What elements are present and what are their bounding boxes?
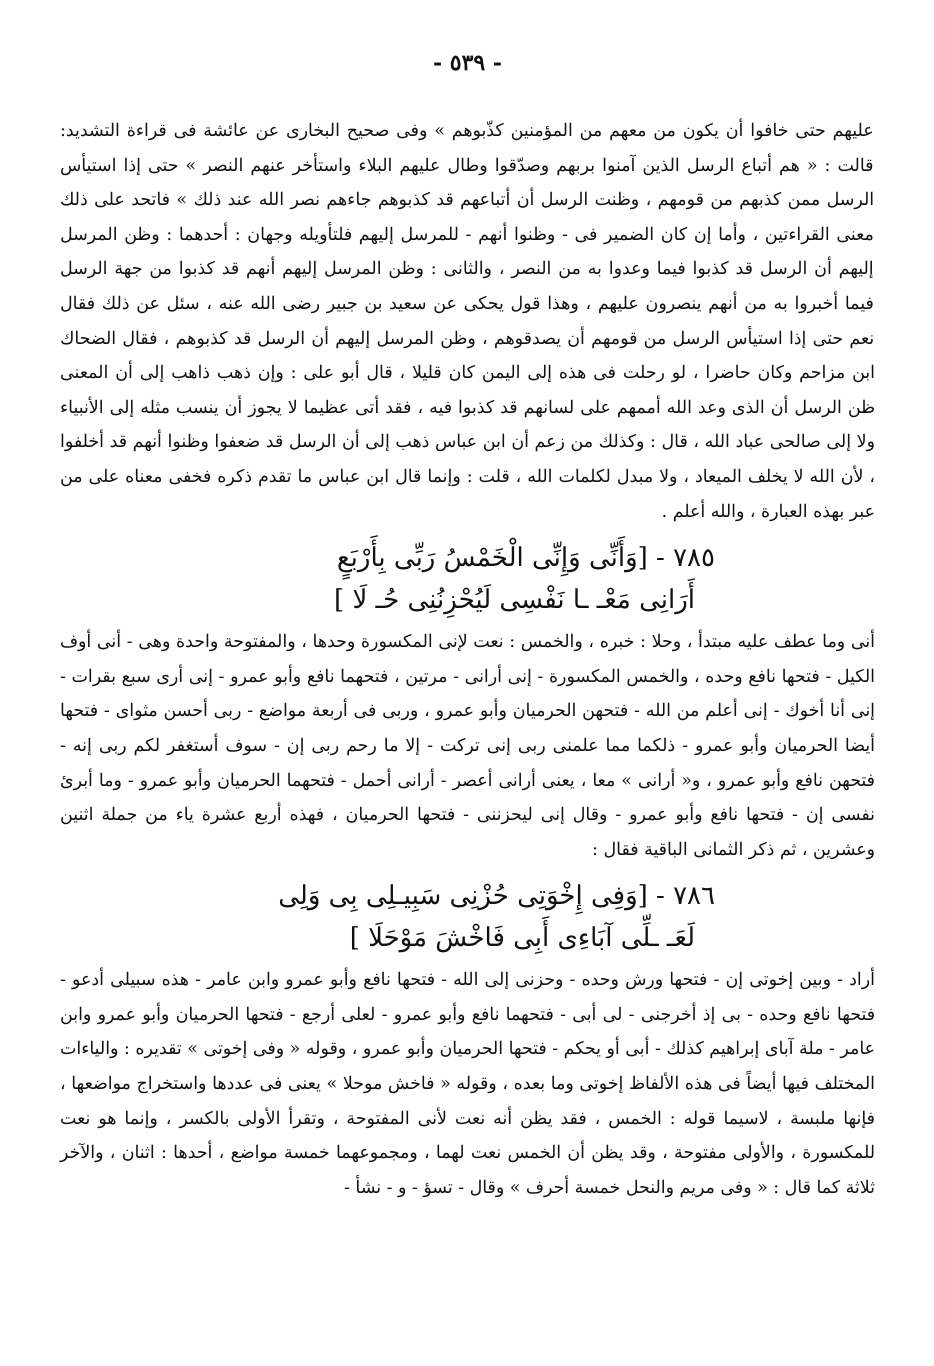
- text-line: - إنى أرى سبع بقرات - إنى أنا أخوك - إنى أعلم من الله - فتحهن الحرميان وأبو عمرو ، وربى فى أربعة مواضع: [60, 666, 875, 722]
- text-line: أنهم قد أخلفوا ، لأن الله لا يخلف الميعاد ، ولا مبدل لكلمات الله ، قلت : وإنما قال ابن عباس ما تقدم ذكره: [60, 432, 875, 487]
- text-line: قالت : « هم أتباع الرسل الذين آمنوا بربهم وصدّقوا وطال عليهم البلاء واستأخر عنهم النصر » حتى إذا استيأس: [60, 155, 874, 176]
- text-line: أنى وما عطف عليه مبتدأ ، وحلا : خبره ، والخمس : نعت لإنى المكسورة وحدها ، والمفتوحة واحدة: [170, 632, 876, 653]
- text-line: نعم حتى إذا استيأس الرسل من قومهم أن يصدقوهم ، وظن المرسل إليهم أن الرسل قد كذبوهم ، فقال الضحاك: [60, 328, 875, 349]
- text-line: سبيلى أدعو - فتحها نافع وحده - بى إذ أخرجنى - لى أبى - فتحهما نافع وأبو عمرو - لعلى أرجع - فتحها الحرميان: [60, 970, 876, 1025]
- text-line: ابن مزاحم وكان حاضرا ، لو رحلت فى هذه إلى اليمن كان قليلا ، قال أبو على : وإن ذهب ذاهب إلى أن: [108, 363, 875, 384]
- text-line: وأبو عمرو وابن عامر - ملة آباى إبراهيم كذلك - أبى أو يحكم - فتحها الحرميان وأبو عمرو ، وقوله « وفى إخوتى »: [60, 1004, 876, 1060]
- commentary-paragraph-3: [60, 963, 875, 1205]
- commentary-paragraph-1: [60, 114, 875, 529]
- page-number: - ٥٣٩ -: [432, 50, 503, 76]
- book-page: [60, 50, 875, 1340]
- verse-785: [60, 537, 875, 621]
- verse-785-second-hemistich: أَرَانِى مَعْـ ـا نَفْسِى لَيُحْزِنُنِى حُـ لَا ]: [334, 585, 695, 616]
- text-line: تقديره : والياءات المختلف فيها أيضاً فى هذه الألفاظ إخوتى وما بعده ، وقوله « فاخش موحلا » يعنى فى عددها: [60, 1039, 875, 1095]
- text-line: وهى - أنى أوف الكيل - فتحها نافع وحده ، والخمس المكسورة - إنى أرانى - مرتين ، فتحهما نافع وأبو عمرو: [60, 632, 875, 687]
- verse-786: [60, 875, 875, 959]
- text-line: الرسل ممن كذبهم من قومهم ، وظنت الرسل أن أتباعهم قد كذبوهم جاءهم نصر الله عند ذلك » فاتحد على ذلك: [60, 190, 875, 211]
- text-line: المعنى ظن الرسل أن الذى وعد الله أممهم على لسانهم قد كذبوا فيه ، فقد أتى عظيما لا يجوز أن ينسب مثله إلى: [60, 363, 875, 418]
- text-line: معنى القراءتين ، وأما إن كان الضمير فى - وظنوا أنهم - للمرسل إليهم فلتأويله وجهان : أحدهما : وظن المرسل: [60, 224, 874, 245]
- text-line: سوف أستغفر لكم ربى إنه - فتحهن نافع وأبو عمرو ، و« أرانى » معا ، يعنى أرانى أعصر - أرانى أحمل - فتحهما: [60, 735, 875, 791]
- verse-785-first-hemistich: ٧٨٥ - [وَأَنِّى وَإِنِّى الْخَمْسُ رَبِّى بِأَرْبَعٍ: [336, 543, 715, 574]
- text-line: فيما أخبروا به من أنهم ينصرون عليهم ، وهذا قول يحكى عن سعيد بن جبير رضى الله عنه ، سئل عن ذلك فقال: [60, 293, 874, 314]
- text-line: عليهم حتى خافوا أن يكون من معهم من المؤمنين كذّبوهم » وفى صحيح البخارى عن عائشة فى قراءة التشديد:: [60, 121, 874, 141]
- verse-786-first-hemistich: ٧٨٦ - [وَفِى إِخْوَتِى حُزْنِى سَبِيـلِى بِى وَلِى: [278, 881, 715, 912]
- text-line: الحرميان وأبو عمرو - وما أبرئ نفسى إن - فتحها نافع وأبو عمرو - وقال إنى ليحزننى - فتحها الحرميان ،: [60, 770, 875, 826]
- verse-786-second-hemistich: لَعَـ ـلِّى آبَاءِى أَبِى فَاخْشَ مَوْحَلَا ]: [349, 923, 695, 954]
- text-line: مواضع ، أحدها : اثنان ، والآخر ثلاثة كما قال : « وفى مريم والنحل خمسة أحرف » وقال - تسؤ - و - نشأ -: [60, 1143, 875, 1198]
- text-line: واستخراج مواضعها ، فإنها ملبسة ، لاسيما قوله : الخمس ، فقد يظن أنه نعت لأنى المفتوحة ، وتقرأ الأولى: [60, 1074, 875, 1129]
- commentary-paragraph-2: [60, 625, 875, 867]
- text-line: أراد - وبين إخوتى إن - فتحها ورش وحده - وحزنى إلى الله - فتحها نافع وأبو عمرو وابن عامر - هذه: [155, 970, 875, 991]
- text-line: فخفى معناه على من عبر بهذه العبارة ، والله أعلم .: [60, 466, 875, 522]
- text-line: إليهم أن الرسل قد كذبوا فيما وعدوا به من النصر ، والثانى : وظن المرسل إليهم أنهم قد كذبوا من جهة الرسل: [60, 259, 874, 280]
- text-line: فهذه أربع عشرة ياء من جملة اثنين وعشرين ، ثم ذكر الثمانى الباقية فقال :: [60, 805, 875, 860]
- text-line: بالكسر ، وإنما هو نعت للمكسورة ، والأولى مفتوحة ، وقد يظن أن الخمس نعت لهما ، ومجموعهما خمسة: [60, 1108, 876, 1164]
- text-line: الأنبياء ولا إلى صالحى عباد الله ، قال : وكذلك من زعم أن ابن عباس ذهب إلى أن الرسل قد ضعفوا وظنوا: [60, 397, 875, 453]
- text-line: - ربى أحسن مثواى - فتحها أيضا الحرميان وأبو عمرو - ذلكما مما علمنى ربى إنى تركت - إلا ما رحم ربى إن -: [60, 701, 875, 756]
